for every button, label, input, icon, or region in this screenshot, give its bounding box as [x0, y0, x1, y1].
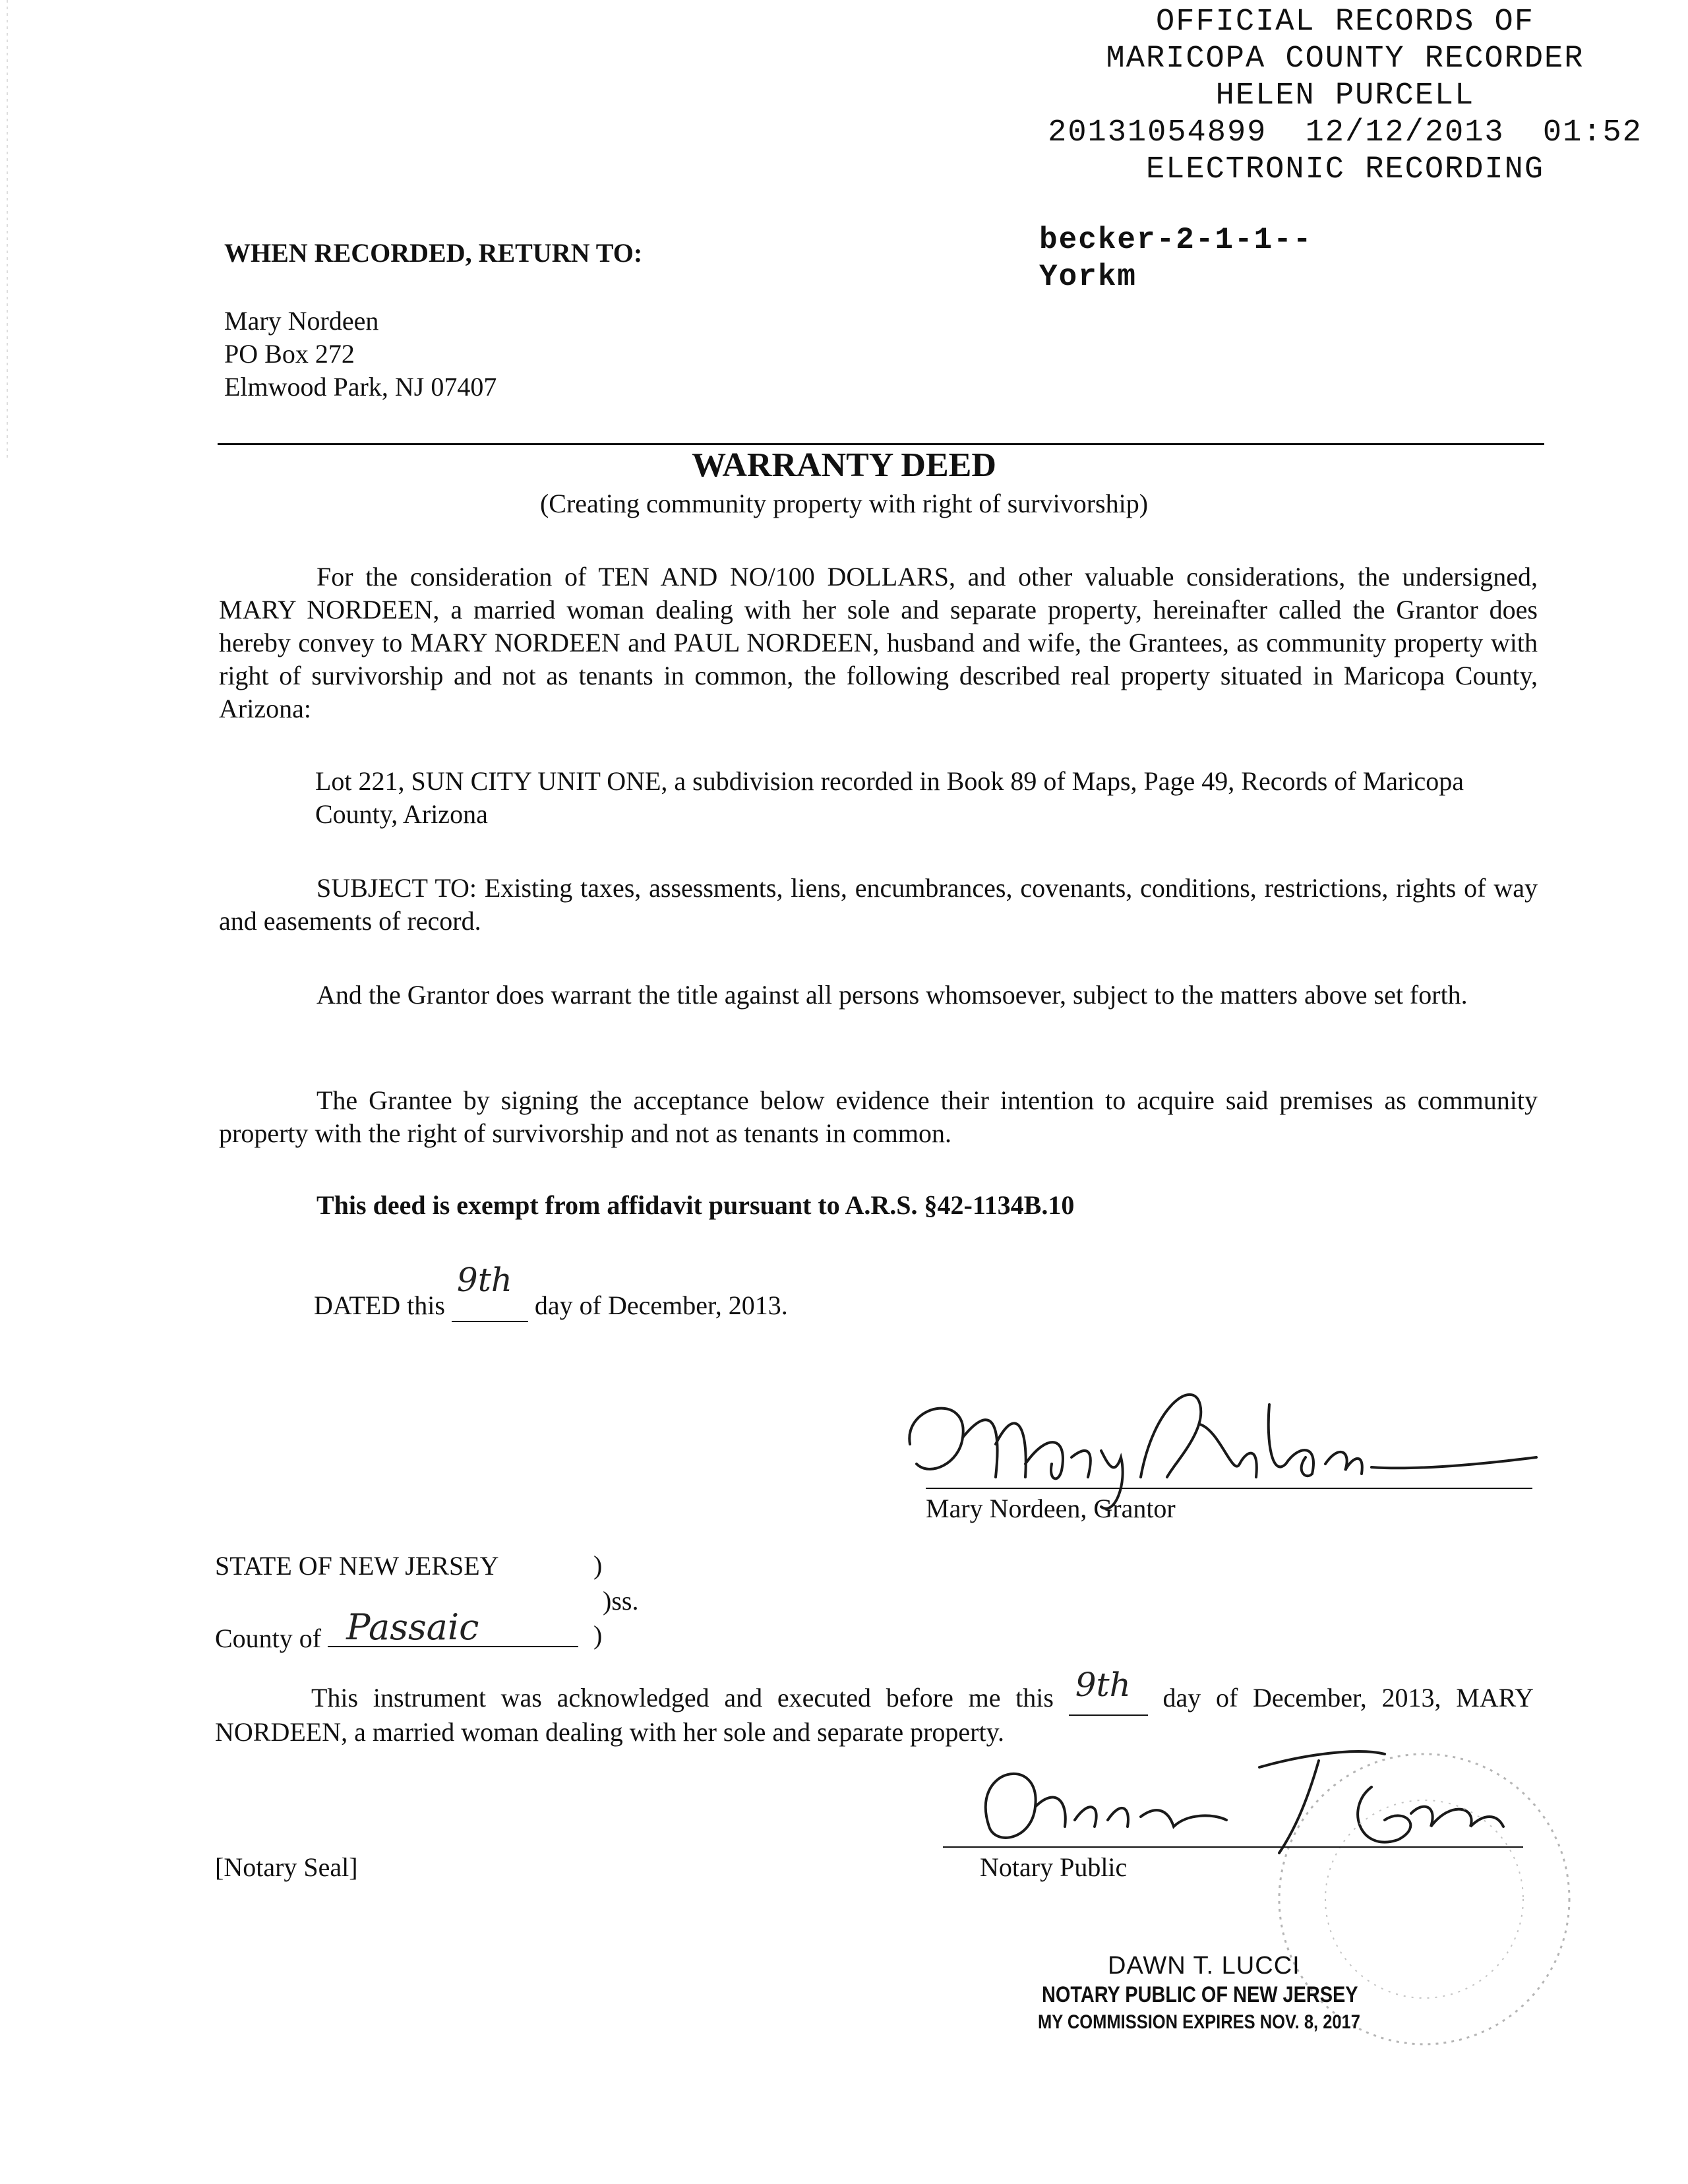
return-to-heading: WHEN RECORDED, RETURN TO: [224, 238, 643, 268]
record-time: 01:52 [1542, 115, 1643, 150]
grantor-signature-line [926, 1488, 1532, 1489]
acceptance-paragraph: The Grantee by signing the acceptance below evidence their intention to acquire said premises as community property with the right of survivorship and not as tenants in common. [219, 1085, 1538, 1148]
warranty-paragraph: And the Grantor does warrant the title against all persons whomsoever, subject to the matters above set forth. [316, 980, 1468, 1010]
notary-seal-label: [Notary Seal] [215, 1852, 358, 1882]
stamp-line-official: OFFICIAL RECORDS OF [1156, 5, 1534, 40]
stamp-line-record [1029, 115, 1662, 152]
ack-state: STATE OF NEW JERSEY [215, 1551, 499, 1581]
stamp-line-county: MARICOPA COUNTY RECORDER [1106, 42, 1584, 76]
dated-day-handwritten: 9th [456, 1261, 512, 1299]
notary-stamp-commission: MY COMMISSION EXPIRES NOV. 8, 2017 [1038, 2011, 1360, 2033]
return-address-line2: Elmwood Park, NJ 07407 [224, 372, 497, 402]
return-address-line1: PO Box 272 [224, 339, 355, 369]
ack-day-handwritten: 9th [1075, 1666, 1131, 1704]
filing-code-line2: Yorkm [1039, 260, 1137, 294]
grantor-label: Mary Nordeen, Grantor [926, 1494, 1176, 1523]
deed-subtitle: (Creating community property with right of survivorship) [539, 489, 1149, 518]
ack-ss: )ss. [603, 1586, 639, 1616]
dated-suffix: day of December, 2013. [534, 1290, 788, 1320]
header-divider [218, 443, 1544, 445]
ack-paren-top: ) [593, 1550, 603, 1580]
return-address [224, 305, 497, 404]
dated-line [314, 1261, 788, 1322]
notary-signature-line [943, 1846, 1523, 1848]
deed-title: WARRANTY DEED [692, 446, 996, 484]
notary-public-label: Notary Public [980, 1852, 1128, 1882]
stamp-line-electronic: ELECTRONIC RECORDING [1145, 152, 1545, 187]
return-name: Mary Nordeen [224, 306, 379, 336]
ack-county-handwritten: Passaic [346, 1606, 479, 1648]
dated-day-blank [452, 1261, 528, 1322]
recorder-stamp [1029, 4, 1662, 189]
subject-to-paragraph: SUBJECT TO: Existing taxes, assessments, liens, encumbrances, covenants, conditions, restrictions, rights of way and easements of record. [219, 873, 1538, 936]
notary-stamp-title: NOTARY PUBLIC OF NEW JERSEY [1042, 1982, 1358, 2007]
ack-day-blank [1069, 1666, 1148, 1716]
scan-edge-artifact [7, 0, 8, 462]
ack-paren-bottom: ) [593, 1620, 603, 1650]
legal-description: Lot 221, SUN CITY UNIT ONE, a subdivision recorded in Book 89 of Maps, Page 49, Records of Maricopa County, Arizona [315, 766, 1464, 829]
notary-seal-embossed [1253, 1741, 1596, 2057]
record-number: 20131054899 [1048, 115, 1267, 150]
filing-code [1039, 222, 1312, 295]
ack-text-before: This instrument was acknowledged and executed before me this [311, 1683, 1054, 1713]
dated-prefix: DATED this [314, 1290, 445, 1320]
ack-text-after: day of December, 2013, MARY NORDEEN, a married woman dealing with her sole and separate property. [215, 1683, 1534, 1747]
ack-county-prefix: County of [215, 1623, 322, 1653]
consideration-paragraph: For the consideration of TEN AND NO/100 DOLLARS, and other valuable considerations, the undersigned, MARY NORDEEN, a married woman dealing with her sole and separate property, hereinafter called the Grantor does hereby convey to MARY NORDEEN and PAUL NORDEEN, husband and wife, the Grantees, as community property with right of survivorship and not as tenants in common, the following described real property situated in Maricopa County, Arizona: [219, 562, 1538, 723]
record-date: 12/12/2013 [1305, 115, 1505, 150]
stamp-line-recorder: HELEN PURCELL [1215, 78, 1475, 113]
filing-code-line1: becker-2-1-1-- [1039, 223, 1313, 257]
ack-county-blank [328, 1606, 578, 1648]
exempt-note: This deed is exempt from affidavit pursuant to A.R.S. §42-1134B.10 [316, 1190, 1075, 1220]
ack-county-line [215, 1606, 578, 1654]
notary-stamp-name: DAWN T. LUCCI [1108, 1952, 1300, 1980]
